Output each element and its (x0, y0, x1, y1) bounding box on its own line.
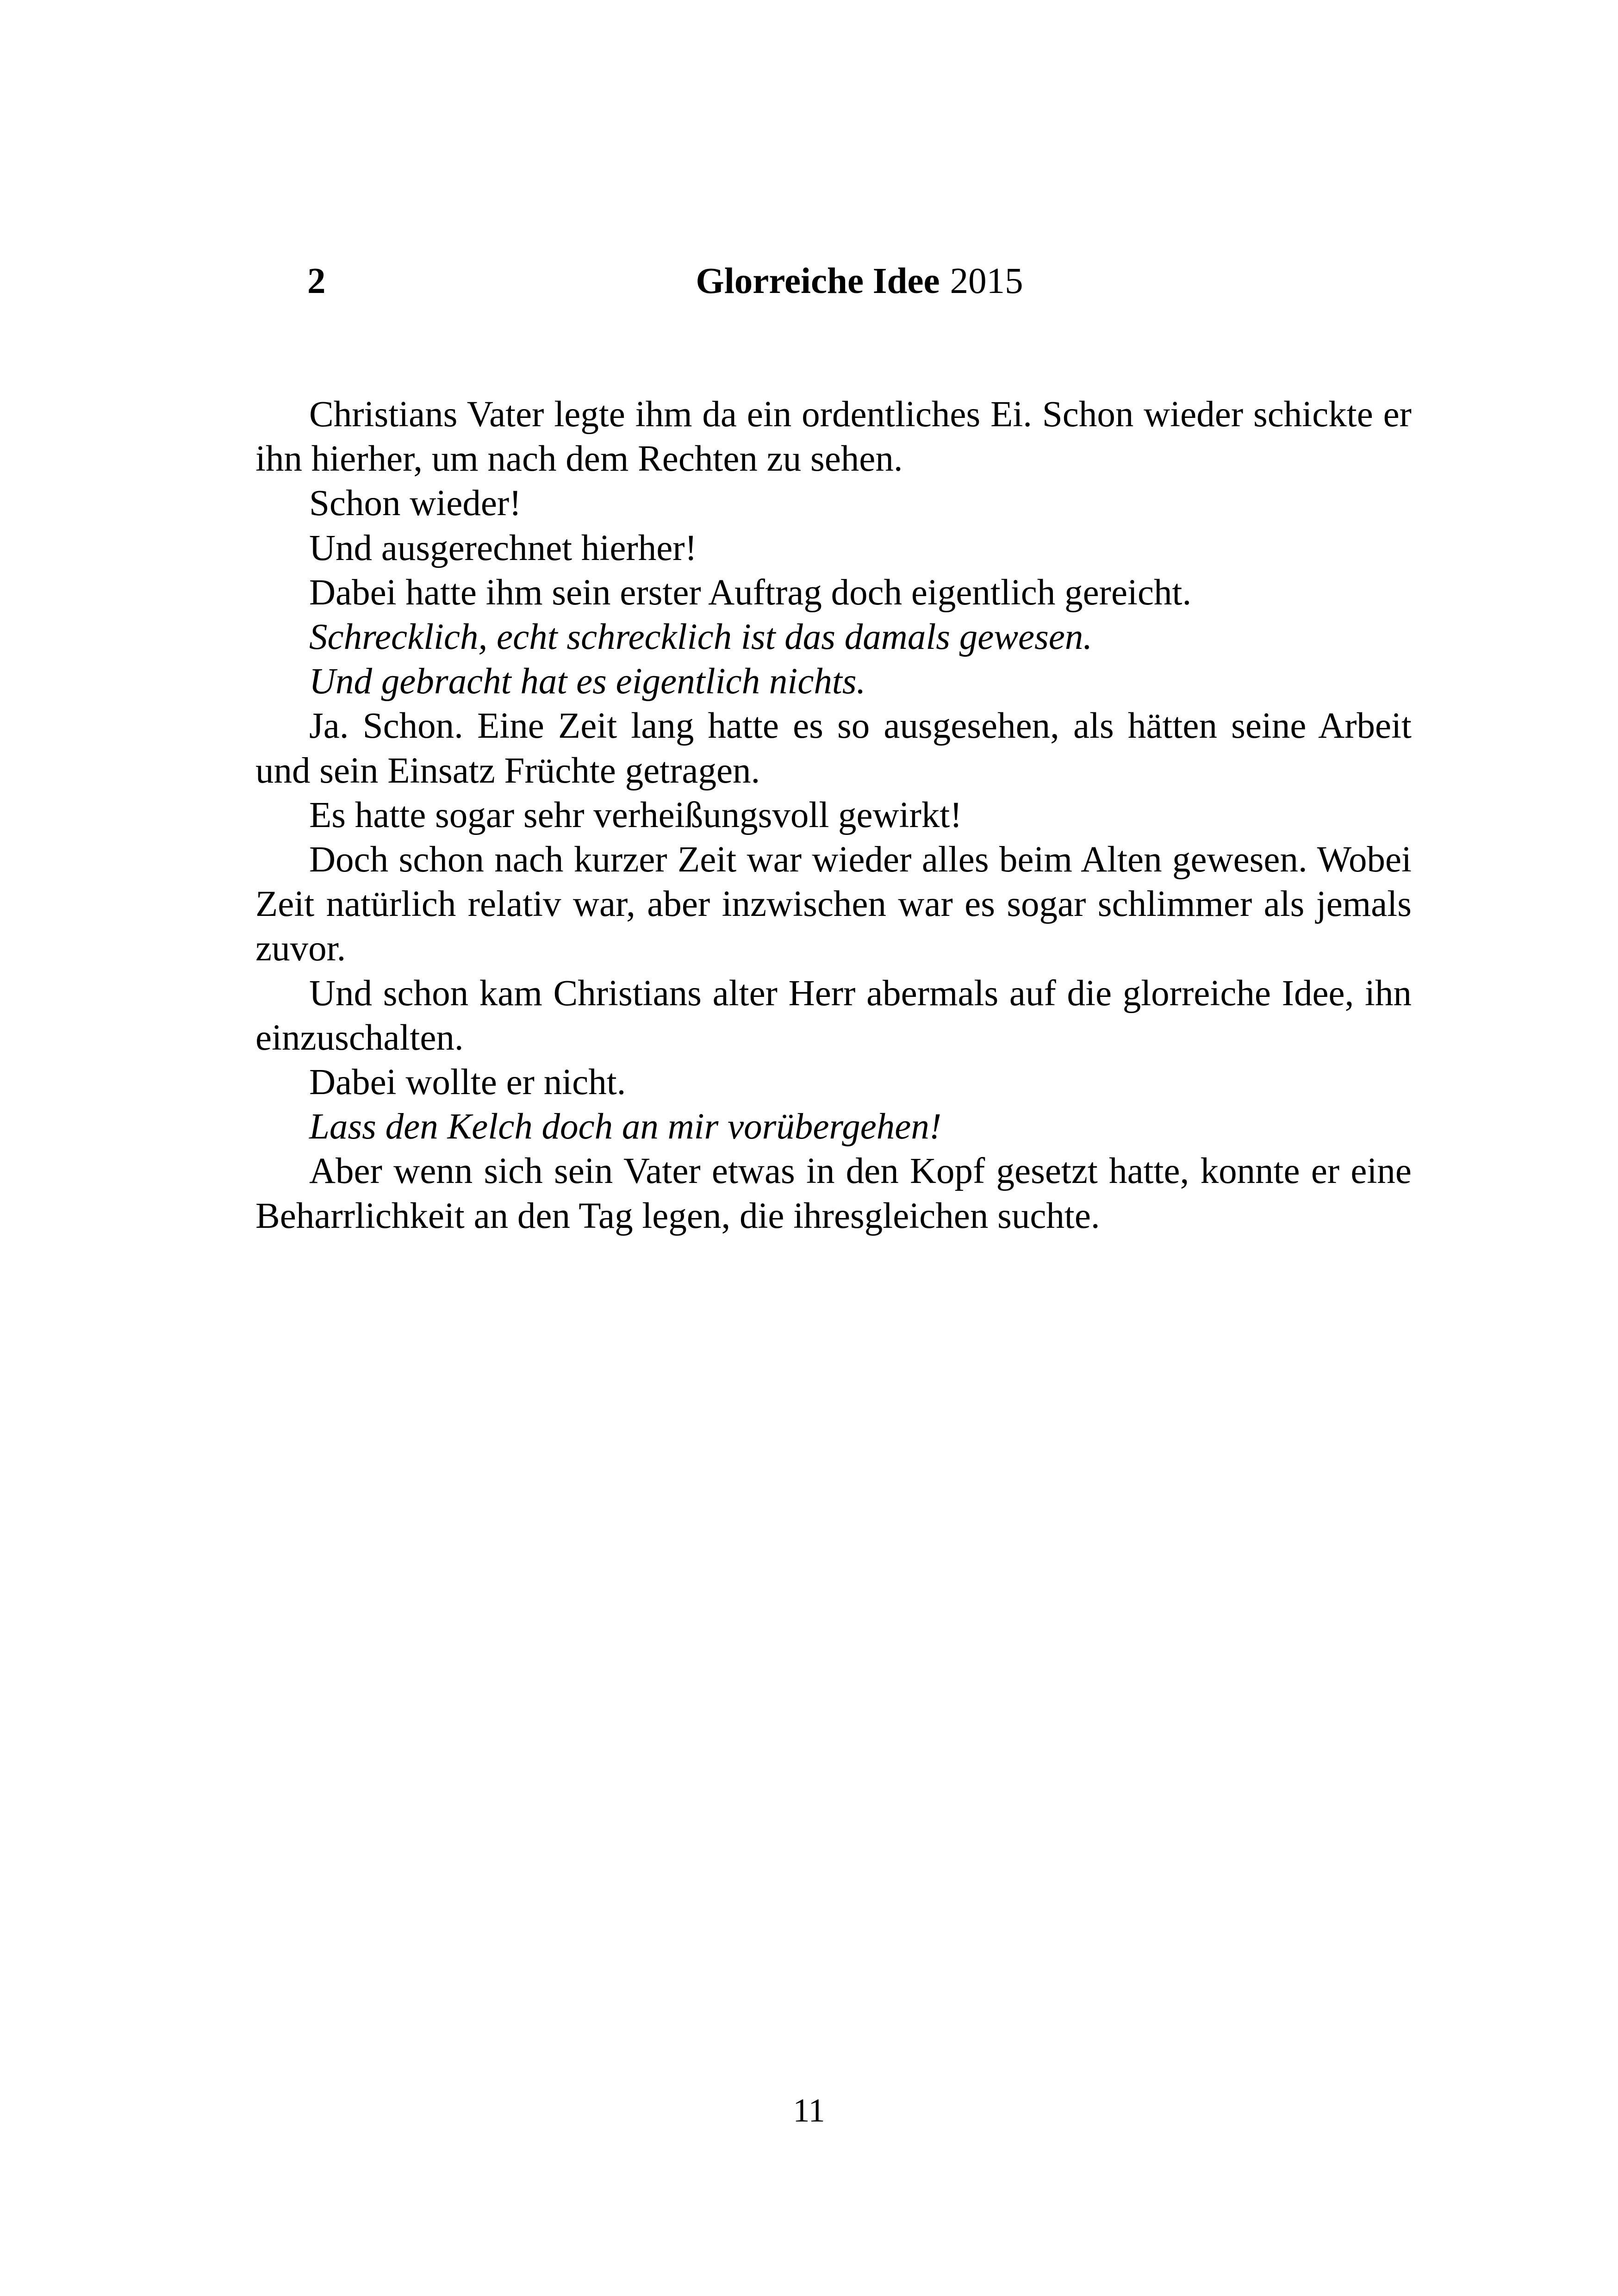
body-text (255, 392, 1412, 1238)
paragraph: Christians Vater legte ihm da ein ordentliches Ei. Schon wieder schickte er ihn hierher, um nach dem Rechten zu sehen. (255, 394, 1412, 479)
paragraph: Dabei hatte ihm sein erster Auftrag doch eigentlich gereicht. (309, 572, 1192, 613)
header-title (307, 254, 1412, 309)
paragraph: Und ausgerechnet hierher! (309, 528, 697, 568)
book-year: 2015 (950, 261, 1023, 301)
chapter-number: 2 (307, 261, 326, 301)
paragraph: Ja. Schon. Eine Zeit lang hatte es so ausgesehen, als hätten seine Arbeit und sein Einsatz Früchte getragen. (255, 706, 1412, 791)
paragraph: Es hatte sogar sehr verheißungsvoll gewirkt! (309, 795, 962, 835)
paragraph: Schon wieder! (309, 483, 522, 524)
paragraph: Und schon kam Christians alter Herr abermals auf die glorreiche Idee, ihn einzuschalten. (255, 973, 1412, 1058)
paragraph: Aber wenn sich sein Vater etwas in den Kopf gesetzt hatte, konnte er eine Beharrlichkeit an den Tag legen, die ihresgleichen suchte. (255, 1151, 1412, 1236)
paragraph-italic: Schrecklich, echt schrecklich ist das damals gewesen. (309, 617, 1093, 658)
paragraph-italic: Lass den Kelch doch an mir vorübergehen! (309, 1107, 942, 1147)
paragraph-italic: Und gebracht hat es eigentlich nichts. (309, 661, 866, 702)
running-header (307, 254, 1412, 309)
paragraph: Doch schon nach kurzer Zeit war wieder alles beim Alten gewesen. Wobei Zeit natürlich relativ war, aber inzwischen war es sogar schlimmer als jemals zuvor. (255, 840, 1412, 969)
book-title: Glorreiche Idee (696, 261, 940, 301)
paragraph: Dabei wollte er nicht. (309, 1062, 626, 1103)
page-number: 11 (793, 2092, 825, 2129)
